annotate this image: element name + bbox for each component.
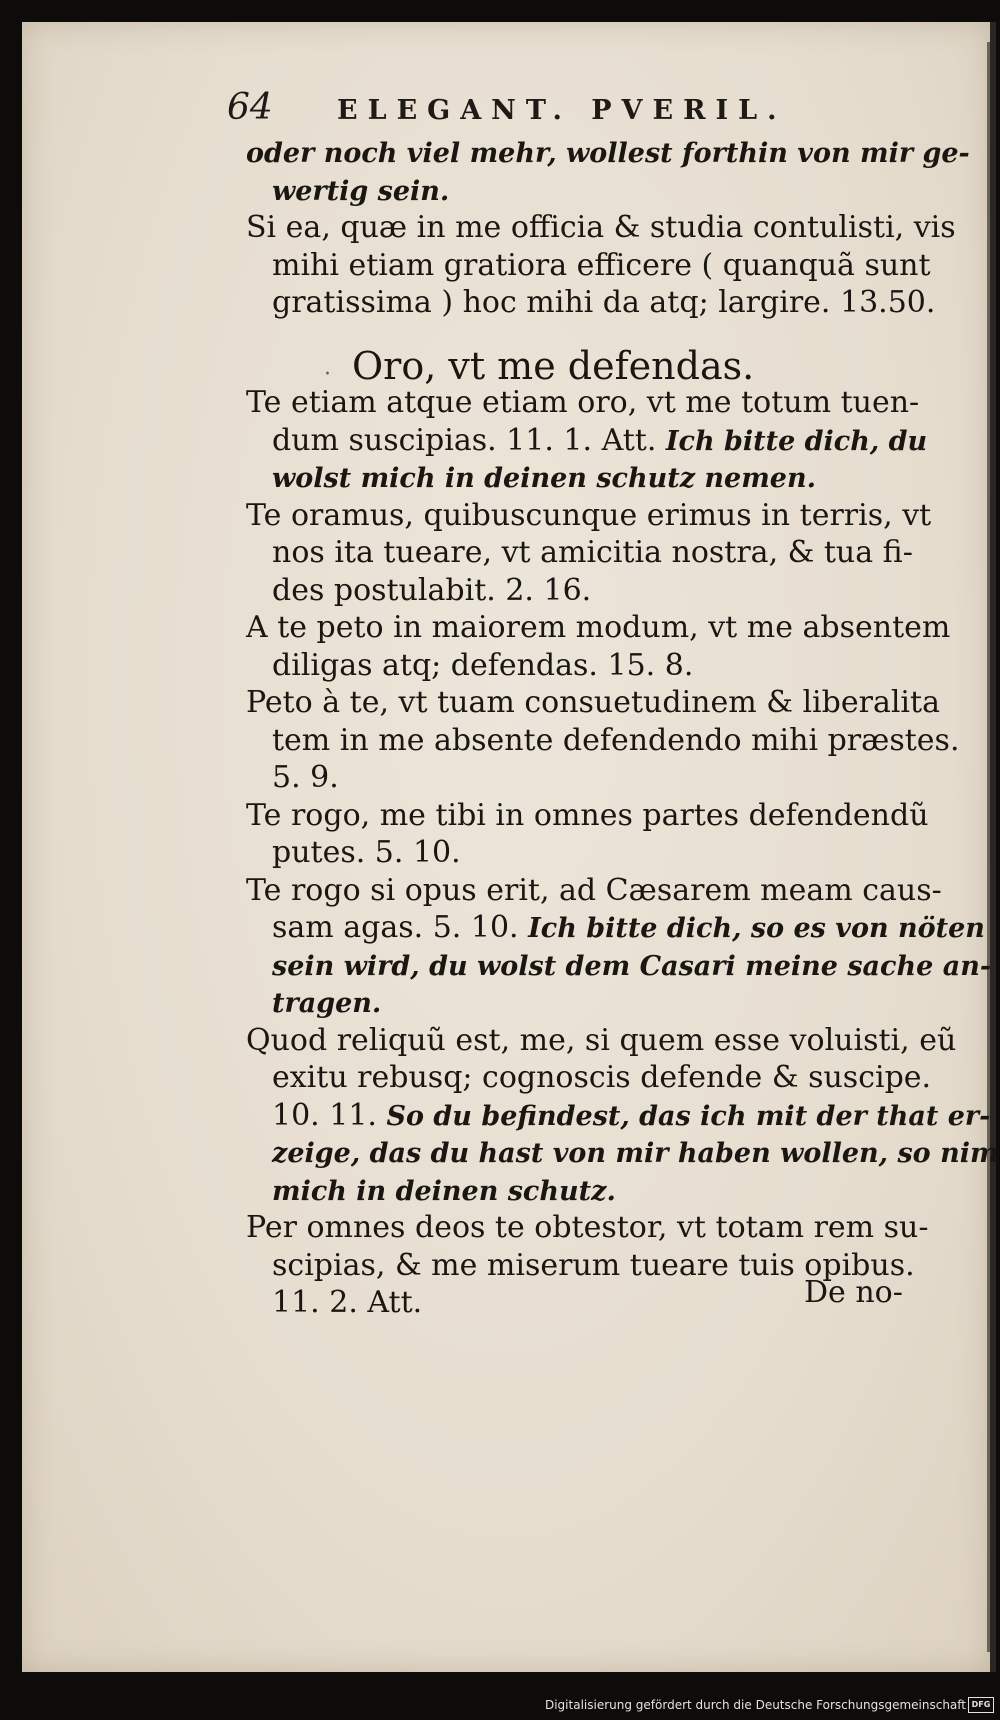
- entry: [246, 497, 932, 610]
- latin-text: gratissima ) hoc mihi da atq; largire. 13.50.: [272, 285, 936, 320]
- german-text: Ich bitte dich, du: [665, 425, 928, 457]
- entry: [246, 384, 928, 497]
- german-text: mich in deinen schutz.: [272, 1175, 616, 1207]
- latin-text: sam agas. 5. 10.: [272, 910, 529, 945]
- german-text: So du befindest, das ich mit der that er-: [386, 1100, 991, 1132]
- page-number: 64: [227, 87, 273, 128]
- german-text: sein wird, du wolst dem Casari meine sache an-: [272, 950, 992, 982]
- latin-text: mihi etiam gratiora efficere ( quanquã sunt: [272, 247, 931, 283]
- page-header: [227, 87, 847, 137]
- latin-text: Si ea, quæ in me officia & studia contulisti, vis: [246, 210, 956, 245]
- text-line: [246, 497, 932, 535]
- text-line: [272, 834, 912, 872]
- text-block-intro: [246, 134, 970, 322]
- text-line: [246, 684, 940, 722]
- entry: [246, 1022, 999, 1210]
- latin-text: 10. 11.: [272, 1097, 387, 1133]
- latin-text: tem in me absente defendendo mihi præstes.: [272, 722, 960, 758]
- text-line: [246, 872, 942, 910]
- text-line: [272, 572, 912, 610]
- page-edge: [987, 42, 990, 1652]
- dfg-logo: DFG: [968, 1697, 994, 1713]
- latin-text: nos ita tueare, vt amicitia nostra, & tua fi-: [272, 535, 913, 570]
- ink-mark: ·: [324, 362, 331, 387]
- latin-text: Te rogo, me tibi in omnes partes defendendũ: [246, 797, 929, 833]
- text-block-section: [246, 384, 999, 1322]
- text-line: [246, 384, 920, 422]
- latin-text: exitu rebusq; cognoscis defende & suscipe.: [272, 1060, 932, 1095]
- text-line: [246, 609, 951, 647]
- text-line: [246, 134, 970, 172]
- latin-text: Quod reliquũ est, me, si quem esse voluisti, eũ: [246, 1022, 957, 1058]
- latin-text: Te rogo si opus erit, ad Cæsarem meam caus-: [246, 872, 942, 908]
- text-line: [272, 422, 928, 460]
- text-line: [272, 247, 931, 285]
- text-line: [272, 284, 936, 322]
- latin-text: Te etiam atque etiam oro, vt me totum tuen-: [246, 385, 920, 420]
- entry: [246, 209, 956, 322]
- text-line: [246, 797, 929, 835]
- german-text: oder noch viel mehr, wollest forthin von mir ge-: [246, 138, 970, 169]
- section-heading: Oro, vt me defendas.: [352, 344, 755, 388]
- catchword: De no-: [804, 1275, 903, 1310]
- entry: [246, 872, 992, 1022]
- german-text: wertig sein.: [272, 175, 450, 207]
- latin-text: scipias, & me miserum tueare tuis opibus.: [272, 1247, 915, 1283]
- latin-text: putes. 5. 10.: [272, 835, 461, 870]
- latin-text: des postulabit. 2. 16.: [272, 572, 592, 608]
- text-line: [272, 1134, 999, 1172]
- entry: [246, 797, 929, 872]
- latin-text: Per omnes deos te obtestor, vt totam rem su-: [246, 1210, 929, 1245]
- text-line: [272, 172, 912, 210]
- text-line: [246, 1209, 929, 1247]
- book-page: [22, 22, 999, 1672]
- text-line: [272, 984, 912, 1022]
- text-line: [272, 947, 992, 985]
- text-line: [272, 759, 912, 797]
- running-title: ELEGANT. PVERIL.: [337, 95, 787, 126]
- german-text: Ich bitte dich, so es von nöten: [528, 913, 985, 944]
- text-line: [272, 1172, 912, 1210]
- latin-text: Peto à te, vt tuam consuetudinem & liberalita: [246, 685, 940, 720]
- latin-text: dum suscipias. 11. 1. Att.: [272, 422, 666, 458]
- text-line: [246, 1022, 957, 1060]
- digitization-footer: [0, 1692, 1000, 1720]
- latin-text: 11. 2. Att.: [272, 1285, 423, 1320]
- text-line: [272, 1097, 991, 1135]
- text-line: [272, 1059, 932, 1097]
- latin-text: Te oramus, quibuscunque erimus in terris, vt: [246, 497, 932, 533]
- entry: [246, 684, 960, 797]
- text-line: [272, 722, 960, 760]
- text-line: [272, 647, 912, 685]
- text-line: [272, 534, 912, 572]
- entry: [246, 134, 970, 209]
- latin-text: diligas atq; defendas. 15. 8.: [272, 647, 694, 683]
- german-text: tragen.: [272, 988, 382, 1019]
- text-line: [272, 909, 985, 947]
- latin-text: A te peto in maiorem modum, vt me absentem: [246, 610, 951, 645]
- latin-text: 5. 9.: [272, 760, 339, 795]
- text-line: [272, 459, 912, 497]
- footer-credit: Digitalisierung gefördert durch die Deutsche Forschungsgemeinschaft: [544, 1698, 966, 1712]
- text-line: [246, 209, 956, 247]
- german-text: zeige, das du hast von mir haben wollen, so nim: [272, 1138, 999, 1169]
- entry: [246, 609, 951, 684]
- german-text: wolst mich in deinen schutz nemen.: [272, 463, 817, 494]
